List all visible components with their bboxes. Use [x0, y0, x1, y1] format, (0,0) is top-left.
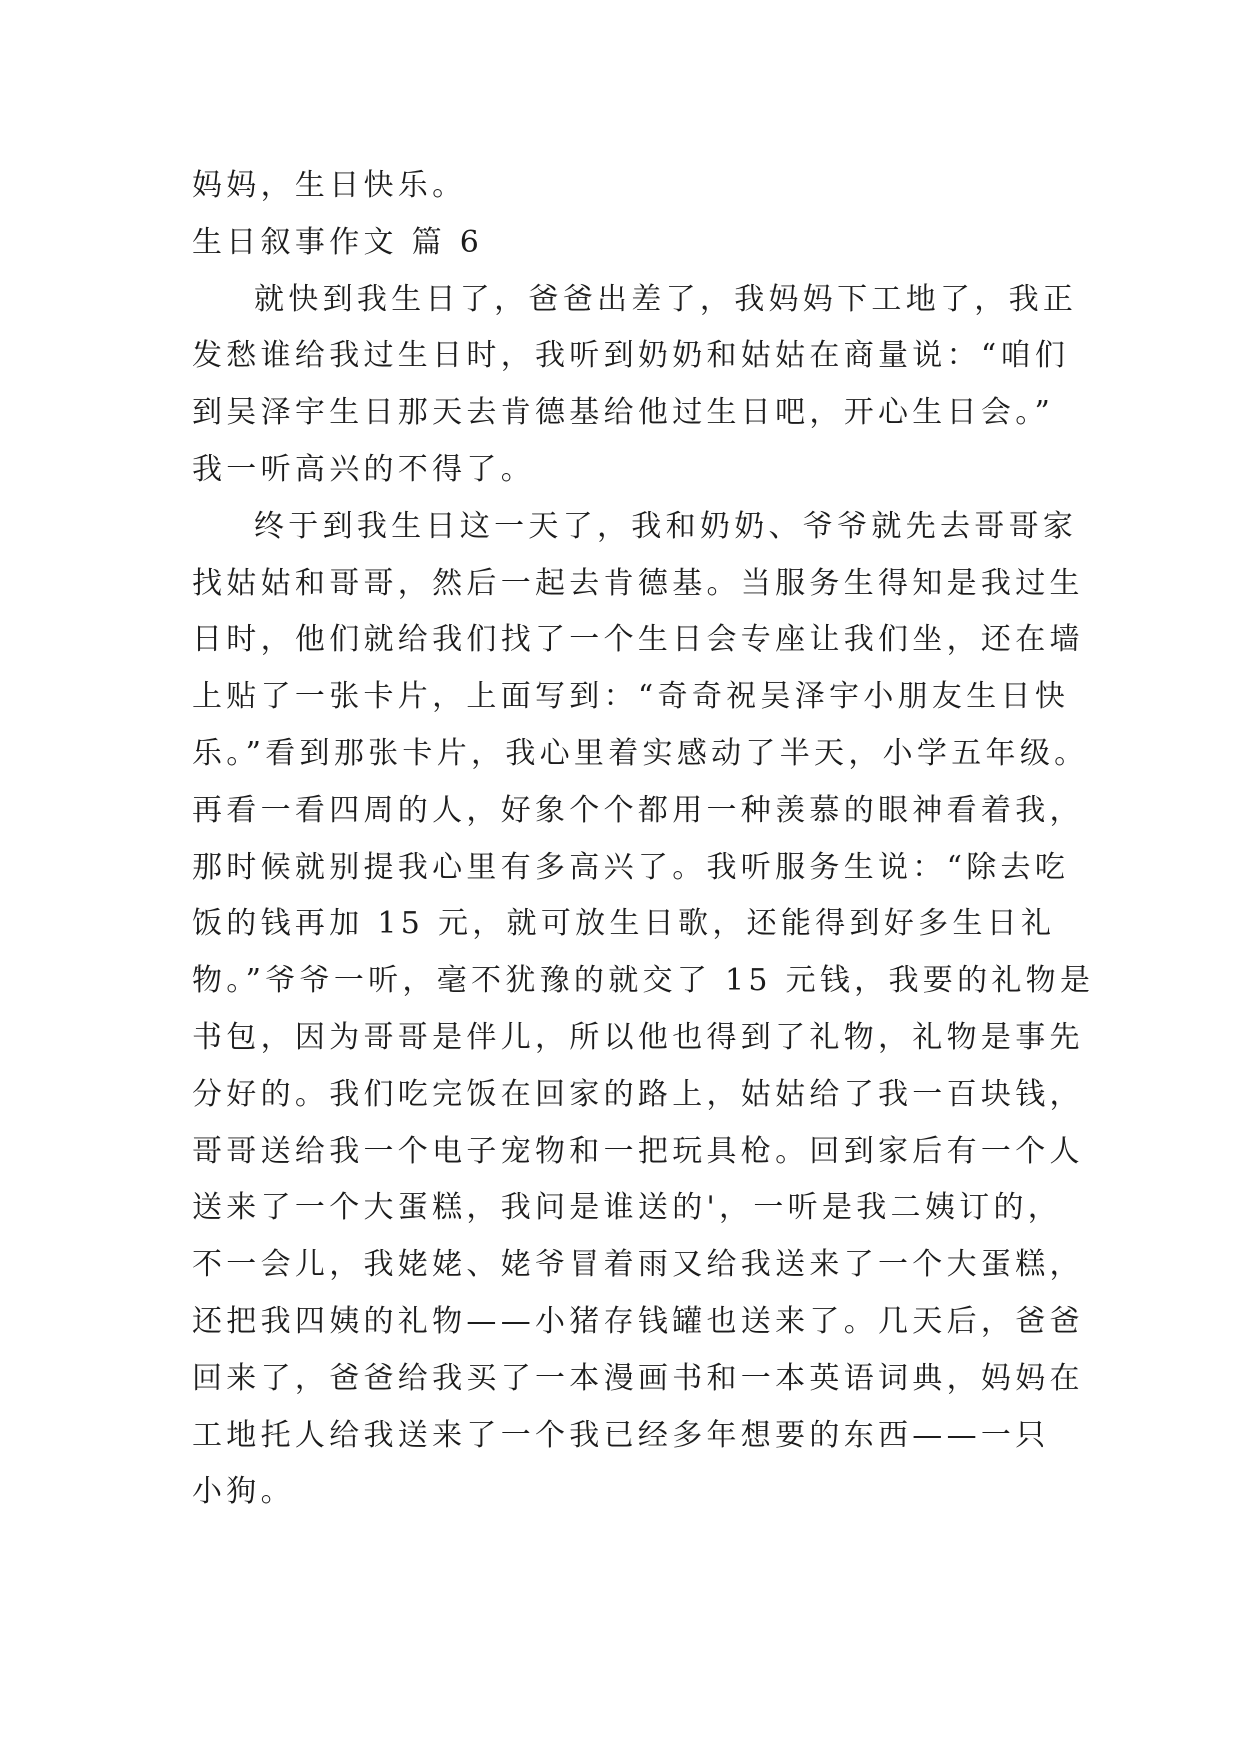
- section-title: [192, 215, 1060, 272]
- text-line: 回来了，爸爸给我买了一本漫画书和一本英语词典，妈妈在: [192, 1360, 1084, 1396]
- paragraph-1: [192, 272, 1078, 499]
- text-line: 我一听高兴的不得了。: [192, 451, 535, 487]
- text-line: 哥哥送给我一个电子宠物和一把玩具枪。回到家后有一个人: [192, 1133, 1084, 1169]
- closing-line: [192, 158, 1060, 215]
- text-line: 小狗。: [192, 1474, 295, 1510]
- text-line: 找姑姑和哥哥，然后一起去肯德基。当服务生得知是我过生: [192, 565, 1084, 601]
- text-line: 送来了一个大蛋糕，我问是谁送的'，一听是我二姨订的，: [192, 1190, 1063, 1226]
- text-line: 分好的。我们吃完饭在回家的路上，姑姑给了我一百块钱，: [192, 1076, 1084, 1112]
- text-line: 就快到我生日了，爸爸出差了，我妈妈下工地了，我正: [254, 281, 1078, 317]
- text-line: 书包，因为哥哥是伴儿，所以他也得到了礼物，礼物是事先: [192, 1019, 1084, 1055]
- text-line: 物。”爷爷一听，毫不犹豫的就交了 15 元钱，我要的礼物是: [192, 963, 1095, 999]
- text-line: 再看一看四周的人，好象个个都用一种羡慕的眼神看着我，: [192, 792, 1084, 828]
- text-line: 还把我四姨的礼物——小猪存钱罐也送来了。几天后，爸爸: [192, 1303, 1084, 1339]
- text-line: 发愁谁给我过生日时，我听到奶奶和姑姑在商量说：“咱们: [192, 338, 1070, 374]
- section-title-text: 生日叙事作文 篇 6: [192, 224, 484, 260]
- text-line: 上贴了一张卡片，上面写到：“奇奇祝吴泽宇小朋友生日快: [192, 679, 1070, 715]
- text-line: 日时，他们就给我们找了一个生日会专座让我们坐，还在墙: [192, 622, 1084, 658]
- text-line: 乐。”看到那张卡片，我心里着实感动了半天，小学五年级。: [192, 735, 1089, 771]
- text-line: 到吴泽宇生日那天去肯德基给他过生日吧，开心生日会。”: [192, 395, 1055, 431]
- text-line: 饭的钱再加 15 元，就可放生日歌，还能得到好多生日礼: [192, 906, 1056, 942]
- text-line: 终于到我生日这一天了，我和奶奶、爷爷就先去哥哥家: [254, 508, 1078, 544]
- text-line: 那时候就别提我心里有多高兴了。我听服务生说：“除去吃: [192, 849, 1070, 885]
- text-line: 不一会儿，我姥姥、姥爷冒着雨又给我送来了一个大蛋糕，: [192, 1247, 1084, 1283]
- text-line: 工地托人给我送来了一个我已经多年想要的东西——一只: [192, 1417, 1050, 1453]
- paragraph-2: [192, 499, 1095, 1521]
- text-line: 妈妈，生日快乐。: [192, 168, 467, 203]
- document-body: [192, 158, 1095, 1521]
